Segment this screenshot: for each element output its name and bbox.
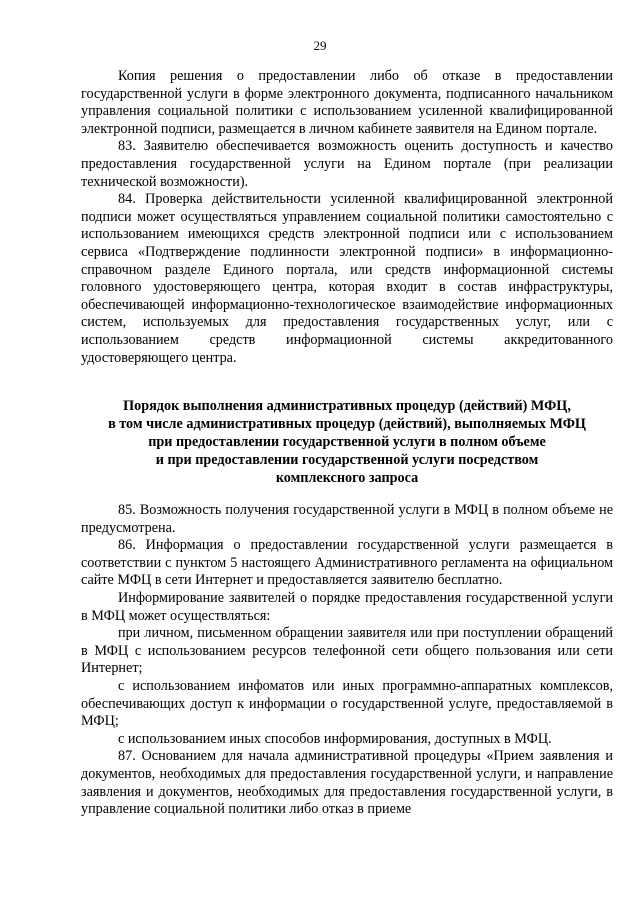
paragraph-84: 84. Проверка действительности усиленной квалифицированной электронной подписи может осуществляться управлением социальной политики самостоятельно с использованием имеющихся средств электронной подписи или с использованием сервиса «Подтверждение подлинности электронной подписи» в информационно-справочном разделе Единого портала, или средств информационной системы головного удостоверяющего центра, которая входит в состав инфраструктуры, обеспечивающей информационно-технологическое взаимодействие информационных систем, используемых для предоставления государственных услуг, или с использованием средств информационной системы аккредитованного удостоверяющего центра. — [81, 191, 613, 366]
section-heading — [81, 397, 613, 487]
heading-line: в том числе административных процедур (действий), выполняемых МФЦ — [108, 416, 586, 432]
section-2 — [81, 502, 613, 819]
paragraph-other-methods: с использованием иных способов информирования, доступных в МФЦ. — [118, 730, 552, 747]
paragraph-87: 87. Основанием для начала административной процедуры «Прием заявления и документов, необходимых для предоставления государственной услуги, и направление заявления и документов, необходимых для предоставления государственной услуги, в управление социальной политики либо отказ в приеме — [81, 748, 613, 818]
section-1 — [81, 68, 613, 367]
paragraph-83: 83. Заявителю обеспечивается возможность оценить доступность и качество предоставления государственной услуги на Едином портале (при реализации технической возможности). — [81, 138, 613, 190]
page-number: 29 — [313, 38, 327, 53]
paragraph-personal-request: при личном, письменном обращении заявителя или при поступлении обращений в МФЦ с использованием ресурсов телефонной сети общего пользования или сети Интернет; — [81, 625, 613, 677]
heading-line: комплексного запроса — [275, 470, 419, 486]
heading-line: при предоставлении государственной услуги в полном объеме — [148, 434, 546, 450]
heading-line: Порядок выполнения административных процедур (действий) МФЦ, — [123, 398, 571, 414]
heading-line: и при предоставлении государственной услуги посредством — [155, 452, 539, 468]
paragraph-86: 86. Информация о предоставлении государственной услуги размещается в соответствии с пунктом 5 настоящего Административного регламента на официальном сайте МФЦ в сети Интернет и предоставляется заявителю бесплатно. — [81, 537, 613, 589]
paragraph-85: 85. Возможность получения государственной услуги в МФЦ в полном объеме не предусмотрена. — [81, 502, 613, 536]
paragraph-informing: Информирование заявителей о порядке предоставления государственной услуги в МФЦ может осуществляться: — [81, 589, 613, 624]
paragraph-infomats: с использованием инфоматов или иных программно-аппаратных комплексов, обеспечивающих доступ к информации о государственной услуге, предоставляемой в МФЦ; — [81, 677, 613, 730]
paragraph-decision-copy: Копия решения о предоставлении либо об отказе в предоставлении государственной услуги в форме электронного документа, подписанного начальником управления социальной политики с использованием усиленной квалифицированной электронной подписи, размещается в личном кабинете заявителя на Едином портале. — [81, 68, 613, 137]
